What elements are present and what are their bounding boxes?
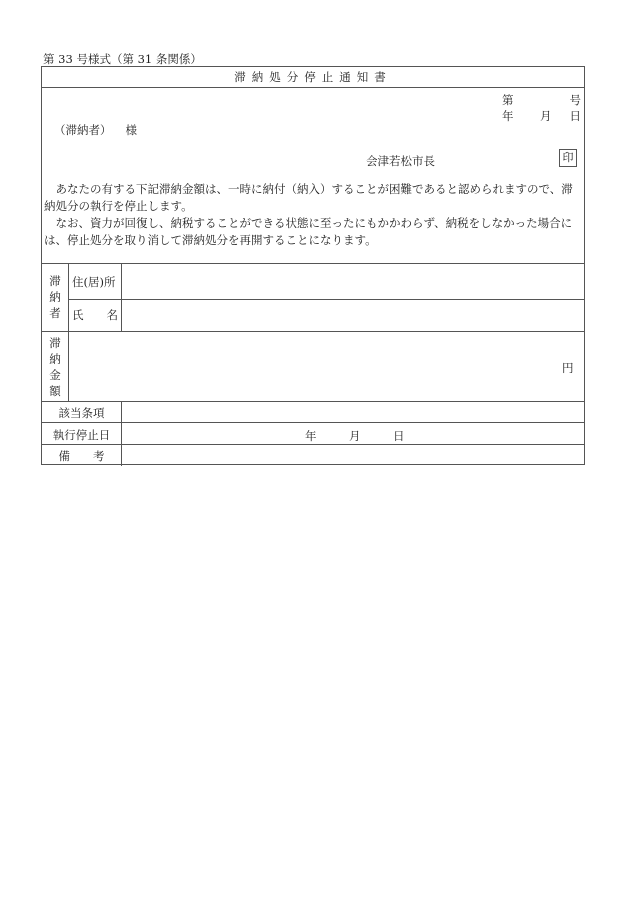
amount-header: 滞納金額 — [49, 336, 61, 398]
stop-date-row-rule — [42, 444, 584, 445]
table-top-rule — [42, 263, 584, 264]
name-label: 氏 名 — [72, 308, 118, 322]
clause-label: 該当条項 — [58, 406, 105, 420]
clause-row-rule — [42, 422, 584, 423]
label-col-rule-upper — [121, 263, 122, 331]
seal-box: 印 — [559, 149, 577, 167]
doc-number-suffix: 号 — [569, 93, 581, 107]
label-col-rule-lower — [121, 401, 122, 466]
notice-body — [44, 181, 582, 249]
body-paragraph-1: あなたの有する下記滞納金額は、一時に納付（納入）することが困難であると認められますので、滞納処分の執行を停止します。 — [44, 182, 573, 213]
notice-sheet — [41, 66, 585, 465]
issue-day-label: 日 — [569, 109, 581, 123]
stop-date-label: 執行停止日 — [52, 428, 111, 442]
amount-col-rule — [68, 331, 69, 401]
document-title: 滞納処分停止通知書 — [42, 67, 584, 88]
issue-month-label: 月 — [540, 109, 552, 123]
issuer-name: 会津若松市長 — [366, 154, 435, 168]
stop-day-label: 日 — [393, 429, 405, 443]
stop-month-label: 月 — [349, 429, 361, 443]
address-row-rule — [68, 299, 584, 300]
remarks-label: 備 考 — [58, 449, 105, 463]
body-paragraph-2: なお、資力が回復し、納税することができる状態に至ったにもかかわらず、納税をしなかった場合には、停止処分を取り消して滞納処分を再開することになります。 — [44, 216, 573, 247]
amount-section-rule — [42, 401, 584, 402]
issue-year-label: 年 — [502, 109, 514, 123]
amount-unit: 円 — [562, 361, 574, 375]
address-label: 住(居)所 — [72, 275, 116, 289]
form-number: 第 33 号様式（第 31 条関係） — [43, 52, 202, 66]
doc-number-prefix: 第 — [502, 93, 514, 107]
addressee-honorific: 様 — [125, 123, 137, 137]
stop-year-label: 年 — [305, 429, 317, 443]
delinquent-col-rule — [68, 263, 69, 331]
addressee — [54, 122, 137, 138]
delinquent-header: 滞納者 — [49, 274, 61, 320]
delinquent-section-rule — [42, 331, 584, 332]
addressee-label: （滞納者） — [54, 123, 112, 137]
